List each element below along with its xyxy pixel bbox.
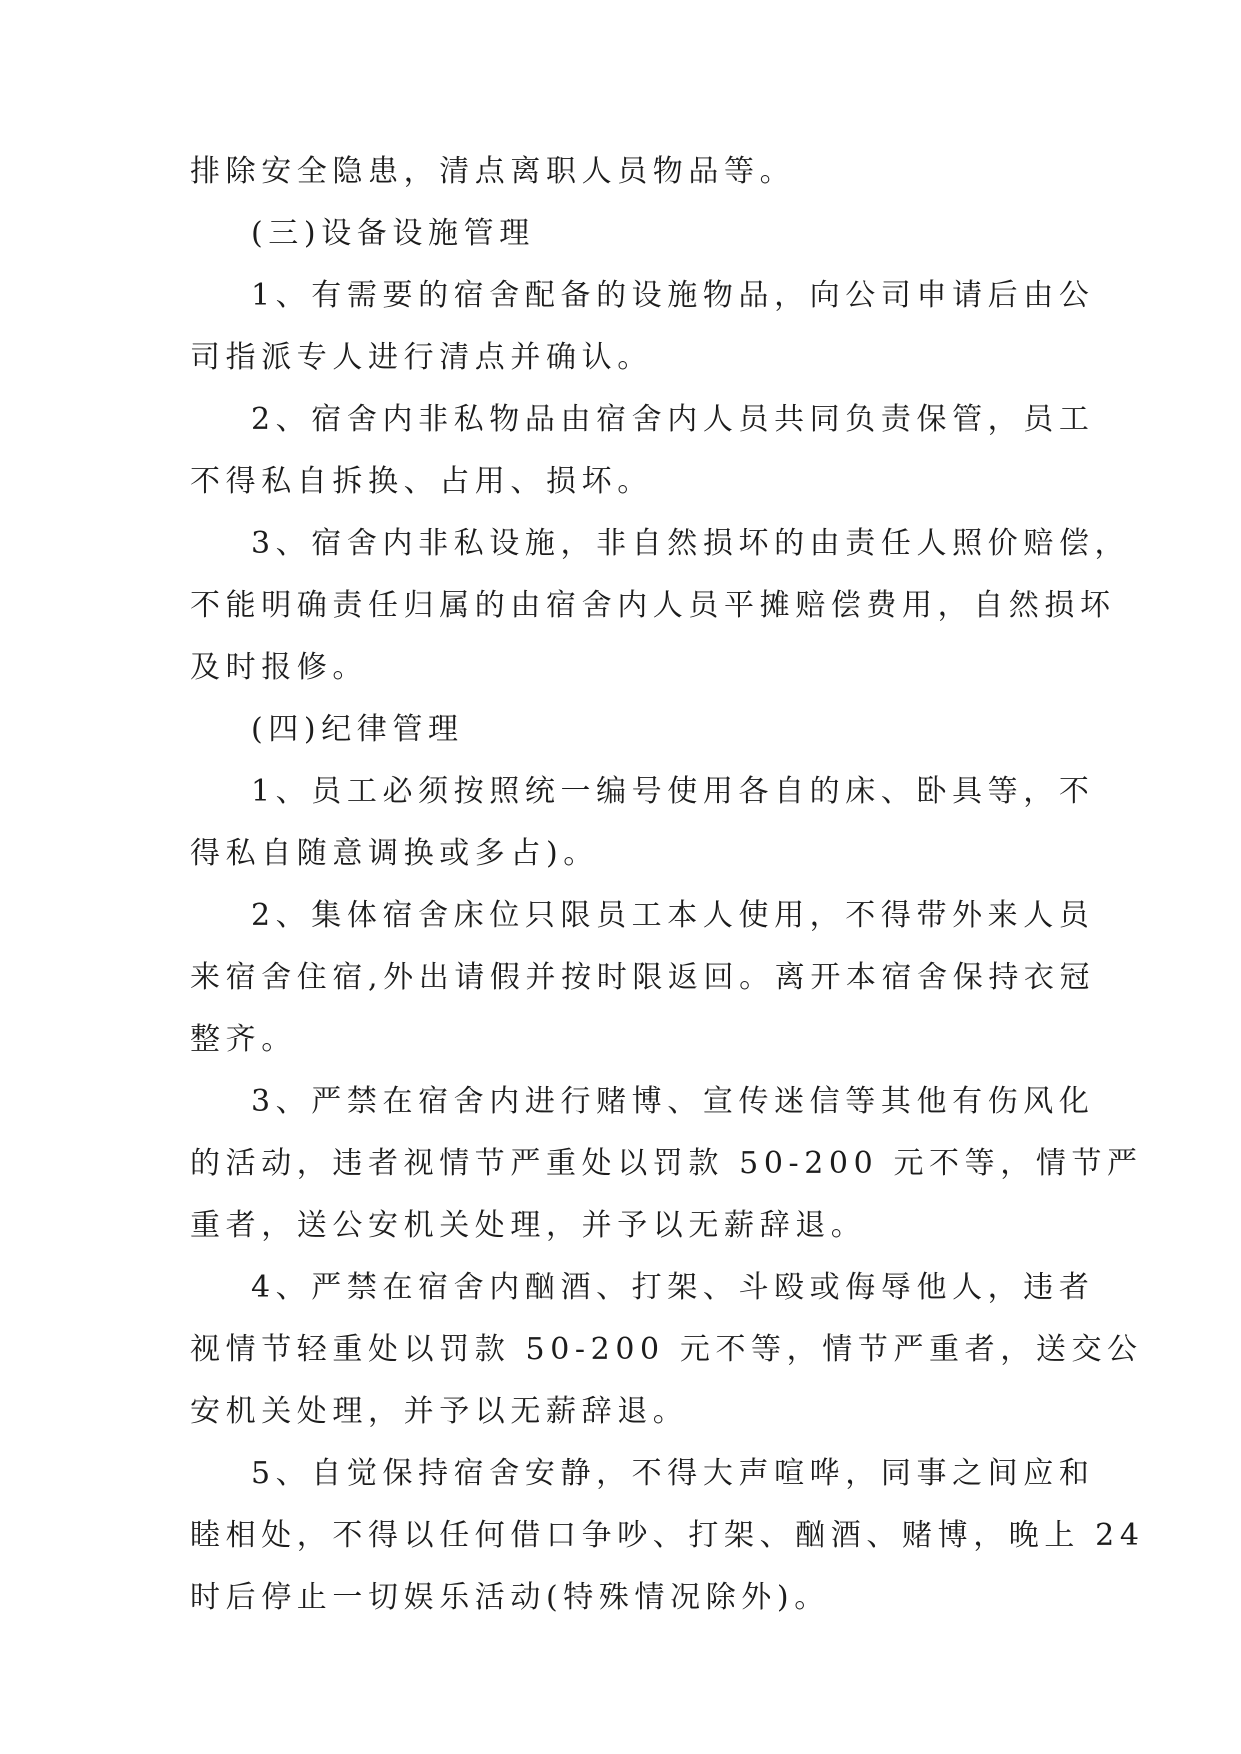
list-item-line: 4、严禁在宿舍内酗酒、打架、斗殴或侮辱他人，违者 [251, 1270, 1095, 1305]
section-heading: (四)纪律管理 [251, 712, 464, 747]
list-item-line: 2、集体宿舍床位只限员工本人使用，不得带外来人员 [251, 898, 1095, 933]
list-item-line: 3、宿舍内非私设施，非自然损坏的由责任人照价赔偿， [251, 526, 1131, 561]
body-line: 司指派专人进行清点并确认。 [190, 340, 653, 375]
body-line: 重者，送公安机关处理，并予以无薪辞退。 [190, 1208, 867, 1243]
list-item-line: 2、宿舍内非私物品由宿舍内人员共同负责保管，员工 [251, 402, 1095, 437]
body-line: 的活动，违者视情节严重处以罚款 50-200 元不等，情节严 [190, 1146, 1143, 1181]
body-line: 排除安全隐患，清点离职人员物品等。 [190, 154, 796, 189]
list-item-line: 1、有需要的宿舍配备的设施物品，向公司申请后由公 [251, 278, 1095, 313]
body-line: 不能明确责任归属的由宿舍内人员平摊赔偿费用，自然损坏 [190, 588, 1116, 623]
body-line: 视情节轻重处以罚款 50-200 元不等，情节严重者，送交公 [190, 1332, 1143, 1367]
body-line: 安机关处理，并予以无薪辞退。 [190, 1394, 689, 1429]
body-line: 及时报修。 [190, 650, 368, 685]
list-item-line: 3、严禁在宿舍内进行赌博、宣传迷信等其他有伤风化 [251, 1084, 1095, 1119]
body-line: 来宿舍住宿,外出请假并按时限返回。离开本宿舍保持衣冠 [190, 960, 1096, 995]
body-line: 睦相处，不得以任何借口争吵、打架、酗酒、赌博，晚上 24 [190, 1518, 1145, 1553]
list-item-line: 5、自觉保持宿舍安静，不得大声喧哗，同事之间应和 [251, 1456, 1095, 1491]
body-line: 得私自随意调换或多占)。 [190, 836, 599, 871]
body-line: 不得私自拆换、占用、损坏。 [190, 464, 653, 499]
list-item-line: 1、员工必须按照统一编号使用各自的床、卧具等，不 [251, 774, 1095, 809]
body-line: 整齐。 [190, 1022, 297, 1057]
section-heading: (三)设备设施管理 [251, 216, 535, 251]
body-line: 时后停止一切娱乐活动(特殊情况除外)。 [190, 1580, 830, 1615]
